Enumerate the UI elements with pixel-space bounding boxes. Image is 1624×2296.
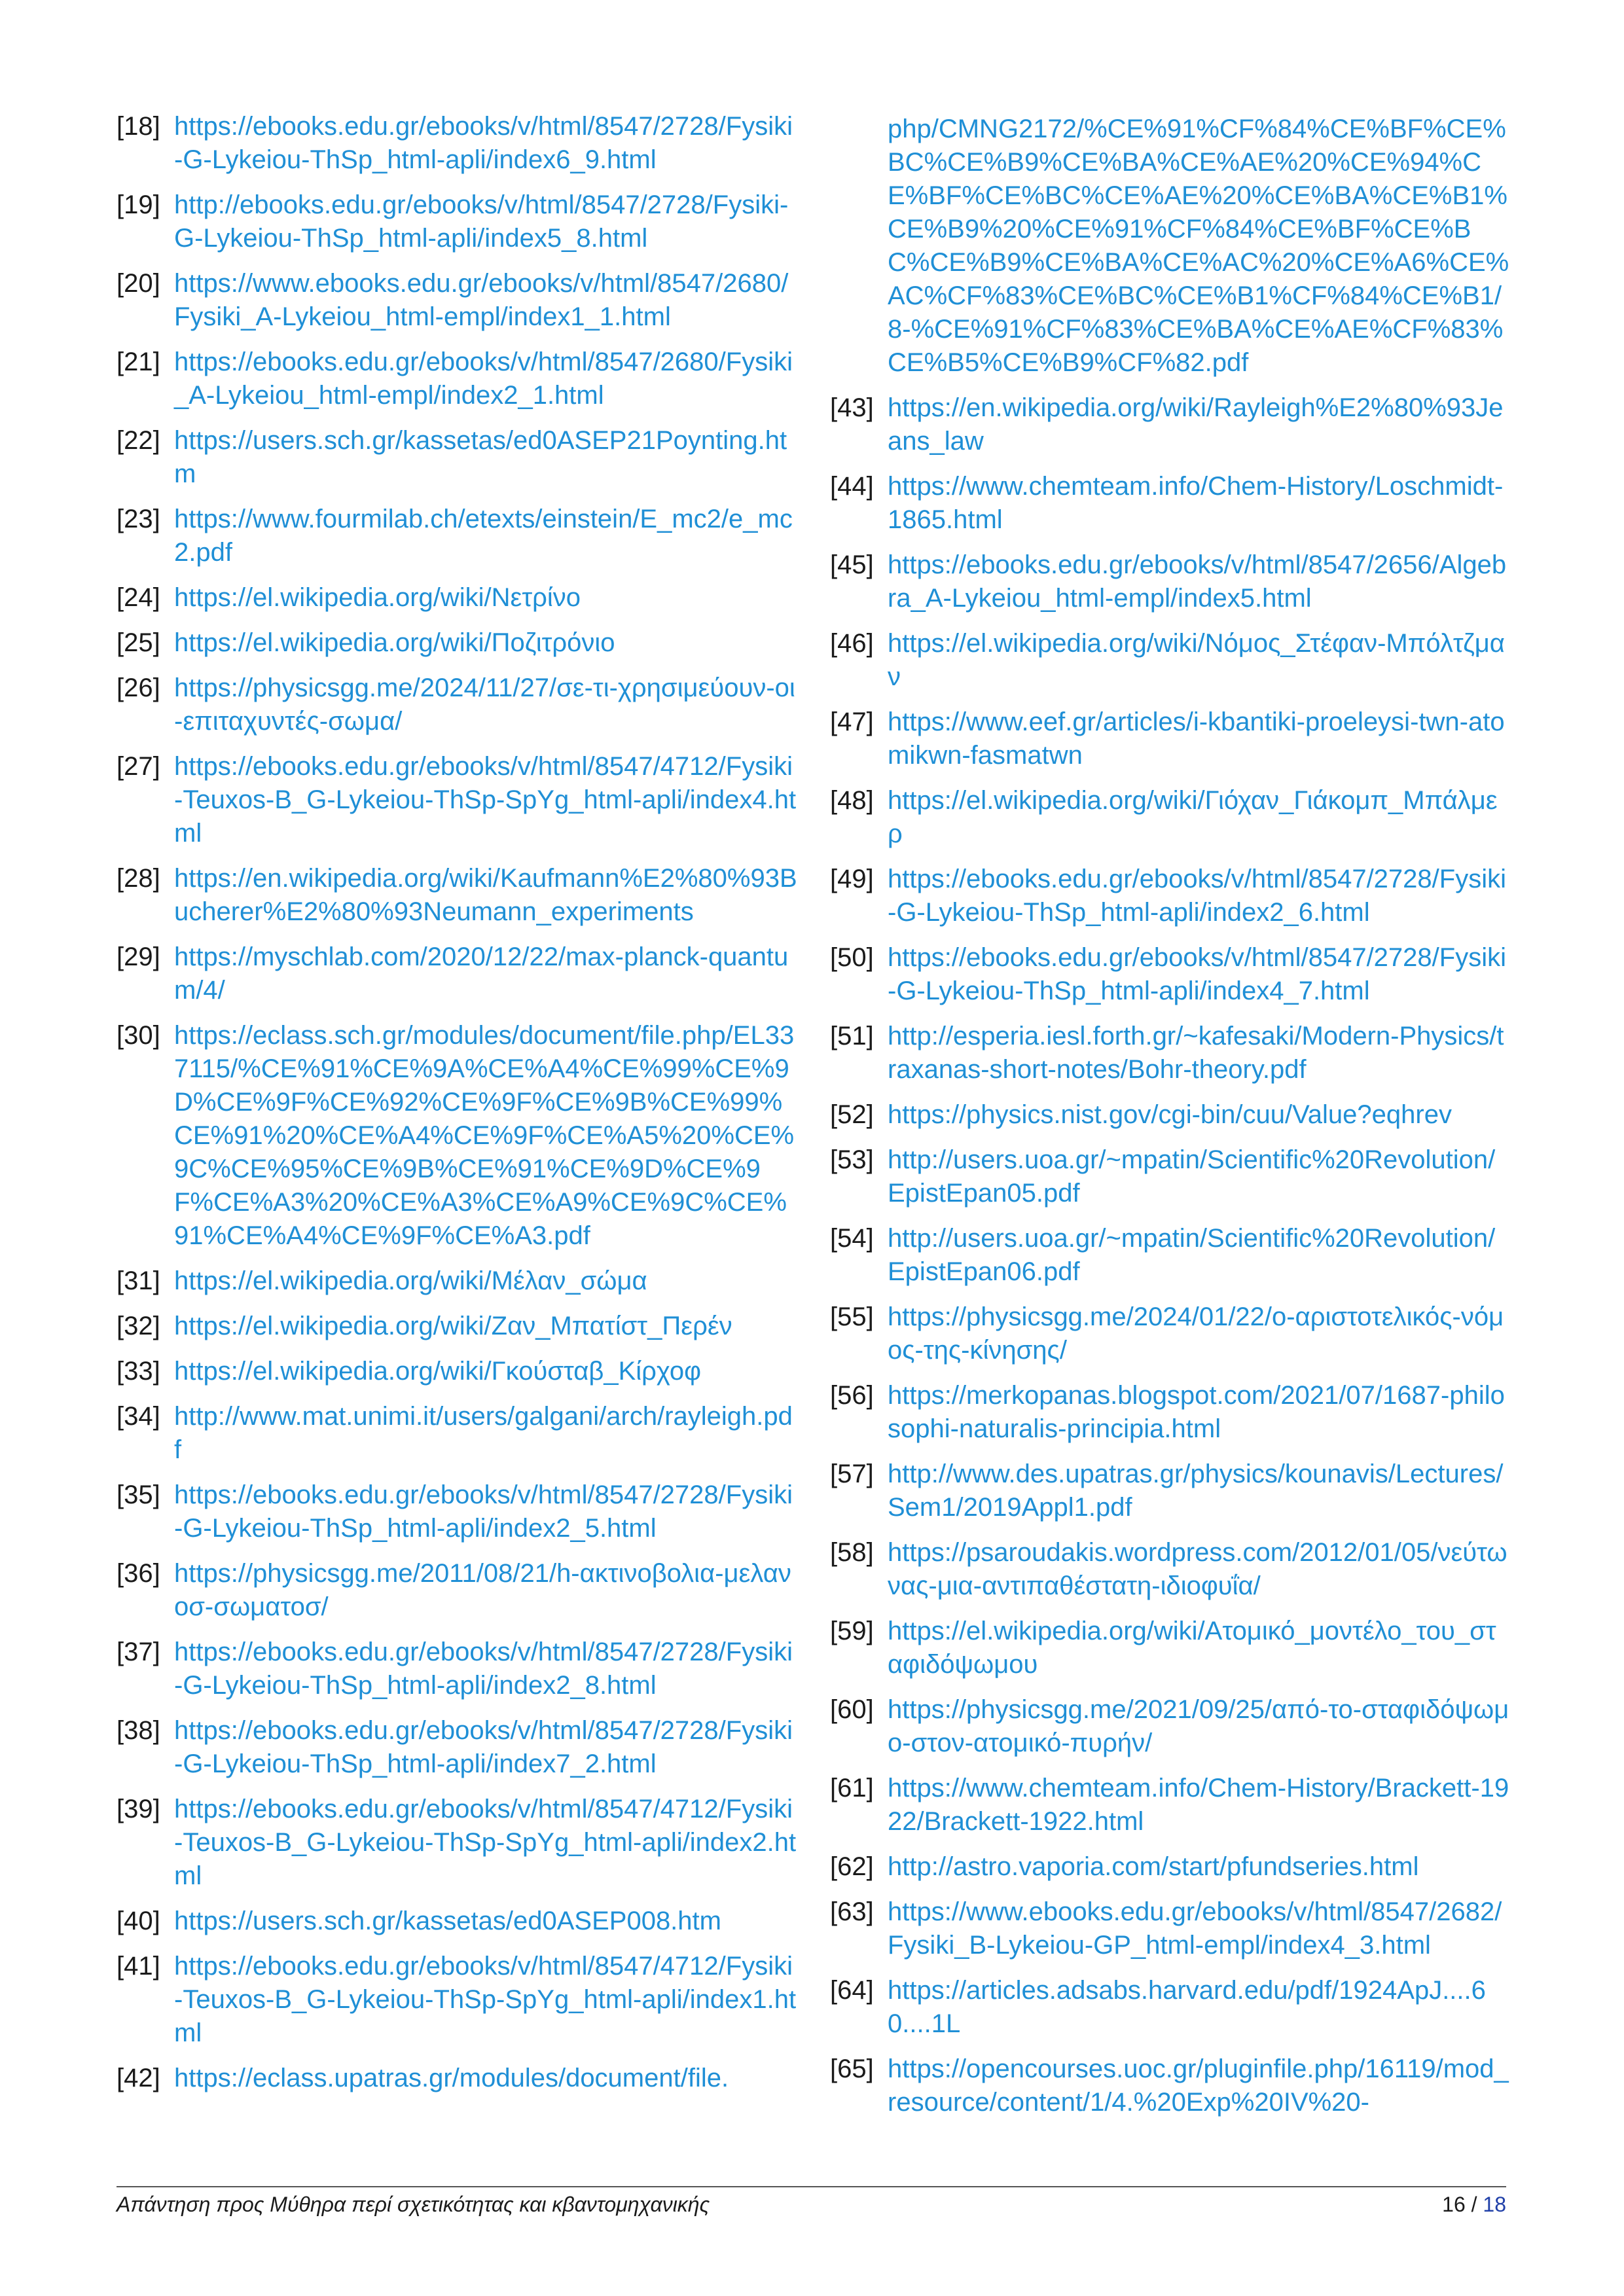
reference-item (117, 941, 797, 1007)
reference-link[interactable]: https://en.wikipedia.org/wiki/Rayleigh%E2%80%93Jeans_law (888, 393, 1504, 456)
reference-link[interactable]: https://el.wikipedia.org/wiki/Ποζιτρόνιο (174, 628, 615, 657)
reference-number: [41] (117, 1952, 160, 1981)
reference-number: [53] (830, 1145, 874, 1174)
reference-link[interactable]: https://physicsgg.me/2011/08/21/h-ακτινοβολια-μελανοσ-σωματοσ/ (174, 1559, 791, 1621)
references-column-right (830, 113, 1511, 2131)
reference-item (830, 941, 1511, 1008)
reference-number: [29] (117, 942, 160, 971)
reference-number: [48] (830, 786, 874, 815)
reference-link[interactable]: https://ebooks.edu.gr/ebooks/v/html/8547/4712/Fysiki-Teuxos-B_G-Lykeiou-ThSp-SpYg_html-apli/index4.html (174, 752, 797, 848)
page-number (1442, 2193, 1506, 2217)
reference-number: [35] (117, 1480, 160, 1509)
reference-item (830, 1615, 1511, 1681)
reference-link[interactable]: https://ebooks.edu.gr/ebooks/v/html/8547/2728/Fysiki-G-Lykeiou-ThSp_html-apli/index4_7.html (888, 943, 1506, 1005)
reference-item (830, 2053, 1511, 2119)
reference-number: [31] (117, 1266, 160, 1295)
reference-link[interactable]: https://ebooks.edu.gr/ebooks/v/html/8547/2728/Fysiki-G-Lykeiou-ThSp_html-apli/index7_2.html (174, 1716, 793, 1778)
reference-link[interactable]: https://ebooks.edu.gr/ebooks/v/html/8547/2728/Fysiki-G-Lykeiou-ThSp_html-apli/index2_5.html (174, 1480, 793, 1543)
reference-item (830, 1300, 1511, 1367)
reference-item (117, 1636, 797, 1702)
reference-number: [49] (830, 865, 874, 893)
reference-link[interactable]: https://www.chemteam.info/Chem-History/Brackett-1922/Brackett-1922.html (888, 1774, 1509, 1836)
reference-link[interactable]: https://el.wikipedia.org/wiki/Γιόχαν_Γιάκομπ_Μπάλμερ (888, 786, 1498, 848)
reference-number: [59] (830, 1617, 874, 1645)
reference-link[interactable]: https://opencourses.uoc.gr/pluginfile.php/16119/mod_resource/content/1/4.%20Exp%20IV%20- (888, 2054, 1509, 2117)
reference-item (117, 110, 797, 177)
reference-number: [27] (117, 752, 160, 781)
reference-number: [32] (117, 1312, 160, 1340)
reference-number: [45] (830, 550, 874, 579)
reference-number: [42] (117, 2064, 160, 2092)
reference-number: [40] (117, 1907, 160, 1935)
reference-link[interactable]: https://physicsgg.me/2021/09/25/από-το-σταφιδόψωμο-στον-ατομικό-πυρήν/ (888, 1695, 1509, 1757)
reference-item (117, 672, 797, 738)
reference-link[interactable]: http://users.uoa.gr/~mpatin/Scientific%20Revolution/EpistEpan05.pdf (888, 1145, 1496, 1208)
reference-number: [43] (830, 393, 874, 422)
reference-number: [39] (117, 1795, 160, 1823)
page-separator: / (1465, 2193, 1483, 2216)
reference-number: [56] (830, 1381, 874, 1410)
reference-link[interactable]: https://ebooks.edu.gr/ebooks/v/html/8547/2680/Fysiki_A-Lykeiou_html-empl/index2_1.html (174, 348, 793, 410)
reference-item (830, 1974, 1511, 2041)
reference-item (117, 1265, 797, 1298)
reference-item (117, 581, 797, 615)
reference-link[interactable]: https://ebooks.edu.gr/ebooks/v/html/8547/2728/Fysiki-G-Lykeiou-ThSp_html-apli/index6_9.html (174, 112, 793, 174)
reference-number: [25] (117, 628, 160, 657)
reference-link[interactable]: https://en.wikipedia.org/wiki/Kaufmann%E2%80%93Bucherer%E2%80%93Neumann_experiments (174, 864, 797, 926)
reference-link[interactable]: https://www.ebooks.edu.gr/ebooks/v/html/8547/2680/Fysiki_A-Lykeiou_html-empl/index1_1.html (174, 269, 789, 331)
reference-link[interactable]: https://www.ebooks.edu.gr/ebooks/v/html/8547/2682/Fysiki_B-Lykeiou-GP_html-empl/index4_3.html (888, 1897, 1502, 1960)
reference-number: [34] (117, 1402, 160, 1431)
reference-number: [26] (117, 673, 160, 702)
footer-divider (117, 2186, 1506, 2187)
reference-item (830, 1020, 1511, 1086)
reference-link[interactable]: http://ebooks.edu.gr/ebooks/v/html/8547/2728/Fysiki-G-Lykeiou-ThSp_html-apli/index5_8.html (174, 190, 789, 253)
reference-number: [50] (830, 943, 874, 972)
reference-item (830, 784, 1511, 851)
reference-item (117, 626, 797, 660)
reference-number: [28] (117, 864, 160, 893)
reference-number: [63] (830, 1897, 874, 1926)
reference-number: [62] (830, 1852, 874, 1881)
reference-number: [20] (117, 269, 160, 298)
reference-link[interactable]: https://el.wikipedia.org/wiki/Ατομικό_μοντέλο_του_σταφιδόψωμου (888, 1617, 1496, 1679)
reference-item (830, 627, 1511, 694)
reference-number: [22] (117, 426, 160, 455)
reference-link[interactable]: https://merkopanas.blogspot.com/2021/07/1687-philosophi-naturalis-principia.html (888, 1381, 1505, 1443)
reference-item (830, 1693, 1511, 1760)
reference-item (117, 424, 797, 491)
reference-number: [46] (830, 629, 874, 658)
reference-number: [38] (117, 1716, 160, 1745)
references-column-left (117, 110, 797, 2107)
reference-link[interactable]: https://myschlab.com/2020/12/22/max-planck-quantum/4/ (174, 942, 789, 1005)
reference-item (117, 1714, 797, 1781)
reference-item (830, 863, 1511, 929)
reference-link[interactable]: https://eclass.sch.gr/modules/document/file.php/EL337115/%CE%91%CE%9A%CE%A4%CE%99%CE%9D%CE%9F%CE%92%CE%9F%CE%9B%CE%99%CE%91%20%CE%A4%CE%9F%CE%A5%20%CE%9C%CE%95%CE%9B%CE%91%CE%9D%CE%9F%CE%A3%20%CE%A3%CE%A9%CE%9C%CE%91%CE%A4%CE%9F%CE%A3.pdf (174, 1021, 795, 1250)
reference-number: [44] (830, 472, 874, 501)
reference-link[interactable]: https://users.sch.gr/kassetas/ed0ASEP21Poynting.htm (174, 426, 787, 488)
reference-item (117, 188, 797, 255)
reference-link[interactable]: https://ebooks.edu.gr/ebooks/v/html/8547/2728/Fysiki-G-Lykeiou-ThSp_html-apli/index2_6.html (888, 865, 1506, 927)
reference-item (830, 1458, 1511, 1524)
reference-number: [30] (117, 1021, 160, 1050)
reference-number: [57] (830, 1460, 874, 1488)
reference-link[interactable]: https://el.wikipedia.org/wiki/Νόμος_Στέφαν-Μπόλτζμαν (888, 629, 1505, 691)
reference-link[interactable]: https://el.wikipedia.org/wiki/Ζαν_Μπατίστ_Περέν (174, 1312, 732, 1340)
reference-number: [37] (117, 1638, 160, 1666)
reference-number: [58] (830, 1538, 874, 1567)
reference-item (117, 346, 797, 412)
reference-item (117, 1400, 797, 1467)
reference-link[interactable]: https://www.chemteam.info/Chem-History/Loschmidt-1865.html (888, 472, 1504, 534)
reference-item (830, 1850, 1511, 1884)
reference-item (117, 1019, 797, 1253)
reference-item (117, 1479, 797, 1545)
reference-link[interactable]: https://el.wikipedia.org/wiki/Νετρίνο (174, 583, 581, 612)
reference-number: [21] (117, 348, 160, 376)
reference-item (830, 1222, 1511, 1289)
page-current: 16 (1442, 2193, 1466, 2216)
reference-number: [55] (830, 1302, 874, 1331)
reference-link-continuation[interactable]: php/CMNG2172/%CE%91%CF%84%CE%BF%CE%BC%CE%B9%CE%BA%CE%AE%20%CE%94%CE%BF%CE%BC%CE%AE%20%CE%BA%CE%B1%CE%B9%20%CE%91%CF%84%CE%BF%CE%BC%CE%B9%CE%BA%CE%AC%20%CE%A6%CE%AC%CF%83%CE%BC%CE%B1%CF%84%CE%B1/8-%CE%91%CF%83%CE%BA%CE%AE%CF%83%CE%B5%CE%B9%CF%82.pdf (888, 115, 1509, 377)
reference-item (830, 470, 1511, 537)
reference-item (830, 391, 1511, 458)
footer-document-title: Απάντηση προς Μύθηρα περί σχετικότητας και κβαντομηχανικής (117, 2193, 710, 2216)
reference-item (117, 1950, 797, 2050)
reference-number: [52] (830, 1100, 874, 1129)
reference-item (117, 1905, 797, 1938)
reference-link[interactable]: https://ebooks.edu.gr/ebooks/v/html/8547/4712/Fysiki-Teuxos-B_G-Lykeiou-ThSp-SpYg_html-apli/index2.html (174, 1795, 797, 1890)
reference-link[interactable]: http://esperia.iesl.forth.gr/~kafesaki/Modern-Physics/traxanas-short-notes/Bohr-theory.pdf (888, 1022, 1504, 1084)
reference-number: [33] (117, 1357, 160, 1386)
reference-link[interactable]: https://articles.adsabs.harvard.edu/pdf/1924ApJ....60....1L (888, 1976, 1486, 2038)
reference-item (830, 1098, 1511, 1132)
reference-item (830, 1772, 1511, 1839)
reference-number: [47] (830, 708, 874, 736)
reference-number: [24] (117, 583, 160, 612)
reference-link[interactable]: https://users.sch.gr/kassetas/ed0ASEP008.htm (174, 1907, 721, 1935)
reference-link[interactable]: http://astro.vaporia.com/start/pfundseries.html (888, 1852, 1419, 1881)
reference-link[interactable]: https://www.eef.gr/articles/i-kbantiki-proeleysi-twn-atomikwn-fasmatwn (888, 708, 1505, 770)
reference-link[interactable]: https://physicsgg.me/2024/01/22/ο-αριστοτελικός-νόμος-της-κίνησης/ (888, 1302, 1504, 1365)
reference-item (830, 1379, 1511, 1446)
reference-item (117, 503, 797, 569)
reference-number: [61] (830, 1774, 874, 1803)
reference-link[interactable]: https://ebooks.edu.gr/ebooks/v/html/8547/2728/Fysiki-G-Lykeiou-ThSp_html-apli/index2_8.html (174, 1638, 793, 1700)
reference-item (117, 1557, 797, 1624)
reference-link[interactable]: https://ebooks.edu.gr/ebooks/v/html/8547/2656/Algebra_A-Lykeiou_html-empl/index5.html (888, 550, 1507, 613)
reference-item (117, 1355, 797, 1388)
reference-number: [51] (830, 1022, 874, 1050)
reference-link[interactable]: https://psaroudakis.wordpress.com/2012/01/05/νεύτωνας-μια-αντιπαθέστατη-ιδιοφυΐα/ (888, 1538, 1507, 1600)
reference-number: [54] (830, 1224, 874, 1253)
reference-continuation (830, 113, 1511, 380)
reference-number: [23] (117, 505, 160, 533)
reference-number: [36] (117, 1559, 160, 1588)
reference-number: [65] (830, 2054, 874, 2083)
reference-item (830, 1536, 1511, 1603)
reference-item (830, 706, 1511, 772)
reference-number: [18] (117, 112, 160, 141)
reference-link[interactable]: https://el.wikipedia.org/wiki/Μέλαν_σώμα (174, 1266, 647, 1295)
page-total-link[interactable]: 18 (1483, 2193, 1506, 2216)
reference-item (117, 1793, 797, 1893)
reference-item (830, 1895, 1511, 1962)
reference-item (117, 2062, 797, 2095)
reference-number: [64] (830, 1976, 874, 2005)
reference-item (830, 548, 1511, 615)
reference-item (117, 750, 797, 850)
reference-link[interactable]: https://el.wikipedia.org/wiki/Γκούσταβ_Κίρχοφ (174, 1357, 702, 1386)
reference-item (117, 862, 797, 929)
reference-item (117, 267, 797, 334)
reference-link[interactable]: http://www.des.upatras.gr/physics/kounavis/Lectures/Sem1/2019Appl1.pdf (888, 1460, 1504, 1522)
reference-number: [60] (830, 1695, 874, 1724)
reference-link[interactable]: http://www.mat.unimi.it/users/galgani/arch/rayleigh.pdf (174, 1402, 793, 1464)
reference-link[interactable]: https://www.fourmilab.ch/etexts/einstein/E_mc2/e_mc2.pdf (174, 505, 793, 567)
reference-number: [19] (117, 190, 160, 219)
reference-link[interactable]: https://eclass.upatras.gr/modules/document/file. (174, 2064, 729, 2092)
reference-link[interactable]: https://ebooks.edu.gr/ebooks/v/html/8547/4712/Fysiki-Teuxos-B_G-Lykeiou-ThSp-SpYg_html-apli/index1.html (174, 1952, 797, 2047)
reference-item (830, 1143, 1511, 1210)
reference-link[interactable]: https://physicsgg.me/2024/11/27/σε-τι-χρησιμεύουν-οι-επιταχυντές-σωμα/ (174, 673, 795, 736)
reference-item (117, 1310, 797, 1343)
reference-link[interactable]: http://users.uoa.gr/~mpatin/Scientific%20Revolution/EpistEpan06.pdf (888, 1224, 1496, 1286)
reference-link[interactable]: https://physics.nist.gov/cgi-bin/cuu/Value?eqhrev (888, 1100, 1452, 1129)
